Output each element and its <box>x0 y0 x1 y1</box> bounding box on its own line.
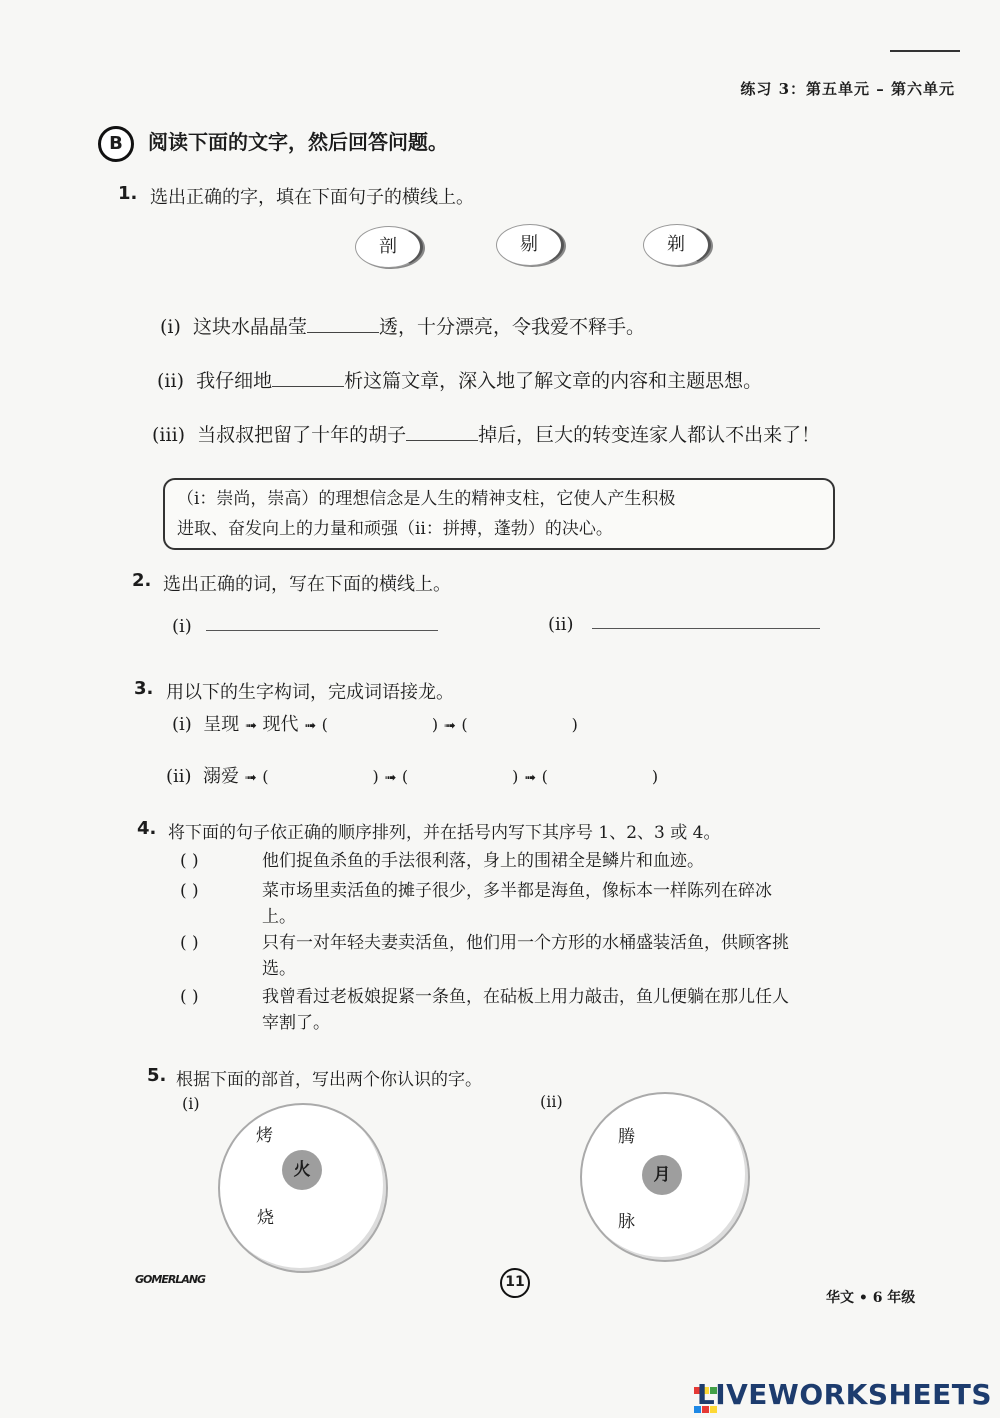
q5-instruction: 根据下面的部首，写出两个你认识的字。 <box>176 1070 482 1090</box>
q1-instruction: 选出正确的字，填在下面句子的横线上。 <box>150 187 474 208</box>
passage-box <box>163 478 835 550</box>
q1-sentence-1-after: 透，十分漂亮，令我爱不释手。 <box>379 316 646 338</box>
radical-hub-moon: 月 <box>642 1155 682 1195</box>
q1-sentence-3-label: (iii) <box>152 424 186 446</box>
q4-paren-3[interactable]: ( ) <box>180 933 199 953</box>
page-header: 练习 3：第五单元 – 第六单元 <box>740 80 955 98</box>
arrow-icon: ➟ <box>245 718 257 734</box>
radical-char-moon-2: 脉 <box>618 1212 635 1232</box>
q4-item-4-line-1: 我曾看过老板娘捉紧一条鱼，在砧板上用力敲击，鱼儿便躺在那儿任人 <box>262 987 789 1007</box>
passage-line-1: （i：崇尚，崇高）的理想信念是人生的精神支柱，它使人产生积极 <box>177 489 676 509</box>
page-number: 11 <box>500 1268 530 1298</box>
watermark-text[interactable]: LIVEWORKSHEETS <box>696 1378 992 1411</box>
q2-label-i: (i) <box>172 616 192 637</box>
q1-sentence-2-before: 我仔细地 <box>196 370 273 392</box>
option-pill-1: 剖 <box>355 226 423 268</box>
q3-row-1-label: (i) <box>172 714 192 735</box>
q5-number: 5. <box>147 1065 167 1086</box>
q3-open-paren: ( <box>262 767 269 786</box>
q3-open-paren: ( <box>461 715 468 734</box>
section-title: 阅读下面的文字，然后回答问题。 <box>148 130 448 154</box>
q1-sentence-2-label: (ii) <box>157 370 184 392</box>
q4-paren-1[interactable]: ( ) <box>180 851 199 871</box>
q4-item-4-line-2: 宰割了。 <box>262 1013 330 1033</box>
radical-hub-fire: 火 <box>282 1150 322 1190</box>
q1-sentence-1-before: 这块水晶晶莹 <box>193 316 308 338</box>
q4-number: 4. <box>137 818 157 839</box>
q2-label-ii: (ii) <box>548 614 574 635</box>
radical-char-fire-2: 烧 <box>257 1208 274 1228</box>
q3-word-2: 现代 <box>262 714 299 735</box>
q1-sentence-3-after: 掉后，巨大的转变连家人都认不出来了！ <box>478 424 821 446</box>
q3-close-paren: ) <box>512 767 519 786</box>
q3-open-paren: ( <box>401 767 409 786</box>
q2-number: 2. <box>132 570 152 591</box>
q3-close-paren: ) <box>372 767 379 786</box>
q4-item-2-line-1: 菜市场里卖活鱼的摊子很少，多半都是海鱼，像标本一样陈列在碎冰 <box>262 881 772 901</box>
radical-char-fire-1: 烤 <box>256 1126 273 1146</box>
q5-label-i: (i) <box>182 1094 200 1113</box>
q1-blank-3[interactable] <box>406 422 478 441</box>
q4-paren-4[interactable]: ( ) <box>180 987 199 1007</box>
arrow-icon: ➟ <box>384 770 397 786</box>
q1-sentence-3-before: 当叔叔把留了十年的胡子 <box>197 424 407 446</box>
radical-char-moon-1: 腾 <box>618 1127 635 1147</box>
write-area-fire[interactable] <box>384 1104 534 1234</box>
option-pill-3: 剃 <box>643 224 711 266</box>
q1-sentence-3 <box>152 420 820 447</box>
q4-paren-2[interactable]: ( ) <box>180 881 199 901</box>
q3-close-paren: ) <box>571 715 578 734</box>
q3-open-paren: ( <box>321 715 328 734</box>
top-rule <box>890 50 960 52</box>
q3-close-paren: ) <box>651 767 659 786</box>
option-pill-2: 剔 <box>496 224 564 266</box>
passage-line-2: 进取、奋发向上的力量和顽强（ii：拼搏，蓬勃）的决心。 <box>177 519 613 539</box>
q2-answer-line-ii[interactable] <box>592 628 820 629</box>
arrow-icon: ➟ <box>304 718 316 734</box>
arrow-icon: ➟ <box>244 770 257 786</box>
q5-label-ii: (ii) <box>540 1092 563 1111</box>
write-area-moon[interactable] <box>748 1096 898 1226</box>
q4-instruction: 将下面的句子依正确的顺序排列，并在括号内写下其序号 1、2、3 或 4。 <box>168 823 721 843</box>
q1-sentence-2 <box>157 366 762 393</box>
q1-number: 1. <box>118 183 138 204</box>
q3-number: 3. <box>134 678 154 699</box>
q3-chain-row-2 <box>166 762 658 788</box>
q4-item-3-line-2: 选。 <box>262 959 296 979</box>
arrow-icon: ➟ <box>524 770 536 786</box>
q4-item-3-line-1: 只有一对年轻夫妻卖活鱼，他们用一个方形的水桶盛装活鱼，供顾客挑 <box>262 933 789 953</box>
arrow-icon: ➟ <box>443 718 456 734</box>
q3-close-paren: ) <box>431 715 439 734</box>
q4-item-2-line-2: 上。 <box>262 907 296 927</box>
q1-blank-2[interactable] <box>272 368 344 387</box>
q3-row-2-label: (ii) <box>166 766 192 787</box>
q3-word-3: 溺爱 <box>203 766 240 787</box>
q3-instruction: 用以下的生字构词，完成词语接龙。 <box>166 682 454 703</box>
q4-item-1-line-1: 他们捉鱼杀鱼的手法很利落，身上的围裙全是鳞片和血迹。 <box>262 851 704 871</box>
publisher-logo: GOMERLANG <box>135 1273 206 1286</box>
q1-blank-1[interactable] <box>307 314 379 333</box>
q2-answer-line-i[interactable] <box>206 630 438 631</box>
q1-sentence-1-label: (i) <box>160 316 181 338</box>
section-badge-icon: B <box>98 126 134 162</box>
q1-sentence-1 <box>160 312 645 339</box>
q3-word-1: 呈现 <box>203 714 240 735</box>
q2-instruction: 选出正确的词，写在下面的横线上。 <box>163 574 451 595</box>
q3-chain-row-1 <box>172 710 578 736</box>
q1-sentence-2-after: 析这篇文章，深入地了解文章的内容和主题思想。 <box>344 370 763 392</box>
grade-label: 华文 • 6 年级 <box>826 1290 916 1306</box>
q3-open-paren: ( <box>541 767 548 786</box>
